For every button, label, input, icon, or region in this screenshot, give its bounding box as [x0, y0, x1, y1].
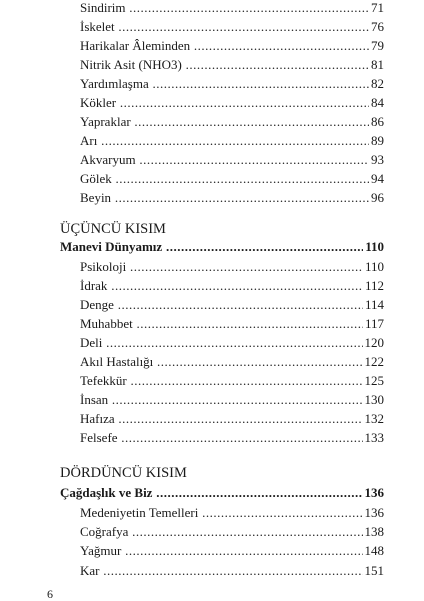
toc-entry	[80, 190, 384, 206]
toc-entry-title: Felsefe .....	[80, 430, 363, 446]
toc-entry-page: 82	[371, 76, 384, 91]
toc-entry-title: Akvaryum .....	[80, 152, 369, 168]
toc-entry	[80, 152, 384, 168]
toc-entry	[80, 259, 384, 275]
toc-entry	[80, 297, 384, 313]
toc-entry-title: Coğrafya .....	[80, 524, 363, 540]
toc-entry	[80, 411, 384, 427]
section-entry	[60, 485, 384, 501]
toc-entry	[80, 316, 384, 332]
section-title: Çağdaşlık ve Biz .....	[60, 485, 363, 501]
toc-entry-page: 132	[364, 411, 384, 426]
toc-entry	[80, 505, 384, 521]
toc-entry-title: Deli .....	[80, 335, 363, 351]
toc-entry-title: İskelet .....	[80, 19, 369, 35]
toc-entry	[80, 563, 384, 579]
toc-entry-page: 136	[364, 505, 384, 520]
toc-entry	[80, 335, 384, 351]
toc-entry-page: 125	[364, 373, 384, 388]
toc-entry	[80, 114, 384, 130]
toc-entry-title: Yapraklar .....	[80, 114, 369, 130]
toc-entry-title: İdrak .....	[80, 278, 363, 294]
toc-entry	[80, 354, 384, 370]
toc-entry-page: 120	[364, 335, 384, 350]
section-page: 110	[365, 239, 384, 254]
toc-entry	[80, 278, 384, 294]
toc-entry-title: Yağmur .....	[80, 543, 363, 559]
toc-entry-title: Beyin .....	[80, 190, 369, 206]
toc-entry-page: 117	[364, 316, 384, 331]
toc-entry	[80, 171, 384, 187]
toc-entry-page: 110	[364, 259, 384, 274]
section-title: Manevi Dünyamız .....	[60, 239, 363, 255]
toc-entry	[80, 524, 384, 540]
toc-entry	[80, 38, 384, 54]
toc-entry-page: 122	[364, 354, 384, 369]
page-number: 6	[47, 587, 53, 601]
toc-entry	[80, 373, 384, 389]
toc-entry-page: 148	[364, 543, 384, 558]
toc-entry	[80, 57, 384, 73]
toc-entry	[80, 76, 384, 92]
toc-entry-title: Tefekkür .....	[80, 373, 363, 389]
toc-entry-title: Akıl Hastalığı .....	[80, 354, 363, 370]
toc-entry-page: 71	[371, 0, 384, 15]
toc-entry	[80, 19, 384, 35]
toc-entry-page: 112	[364, 278, 384, 293]
toc-entry	[80, 430, 384, 446]
toc-entry-title: Gölek .....	[80, 171, 369, 187]
toc-entry-title: Denge .....	[80, 297, 363, 313]
toc-entry-page: 151	[364, 563, 384, 578]
section-entry	[60, 239, 384, 255]
toc-entry-page: 79	[371, 38, 384, 53]
toc-entry-title: Arı .....	[80, 133, 369, 149]
toc-entry-title: Yardımlaşma .....	[80, 76, 369, 92]
toc-entry-title: Muhabbet .....	[80, 316, 363, 332]
toc-entry	[80, 0, 384, 16]
section-page: 136	[364, 485, 384, 500]
toc-entry-title: Kar .....	[80, 563, 363, 579]
toc-entry-page: 93	[371, 152, 384, 167]
toc-entry-page: 114	[364, 297, 384, 312]
toc-entry-page: 138	[364, 524, 384, 539]
part-heading: ÜÇÜNCÜ KISIM	[60, 221, 166, 237]
part-heading: DÖRDÜNCÜ KISIM	[60, 465, 187, 481]
toc-entry-title: Nitrik Asit (NHO3) .....	[80, 57, 369, 73]
toc-entry-title: Medeniyetin Temelleri .....	[80, 505, 363, 521]
toc-entry-page: 89	[371, 133, 384, 148]
toc-entry	[80, 392, 384, 408]
toc-entry-page: 86	[371, 114, 384, 129]
toc-entry-page: 96	[371, 190, 384, 205]
toc-entry-title: Harikalar Âleminden .....	[80, 38, 369, 54]
toc-entry-title: Kökler .....	[80, 95, 369, 111]
toc-entry	[80, 95, 384, 111]
toc-entry	[80, 133, 384, 149]
toc-entry-page: 84	[371, 95, 384, 110]
toc-entry-title: İnsan .....	[80, 392, 363, 408]
toc-entry-page: 133	[364, 430, 384, 445]
toc-entry-page: 130	[364, 392, 384, 407]
toc-entry-page: 94	[371, 171, 384, 186]
toc-entry-title: Hafıza .....	[80, 411, 363, 427]
toc-entry-title: Psikoloji .....	[80, 259, 363, 275]
toc-entry-page: 81	[371, 57, 384, 72]
toc-entry	[80, 543, 384, 559]
toc-entry-title: Sindirim .....	[80, 0, 369, 16]
toc-entry-page: 76	[371, 19, 384, 34]
